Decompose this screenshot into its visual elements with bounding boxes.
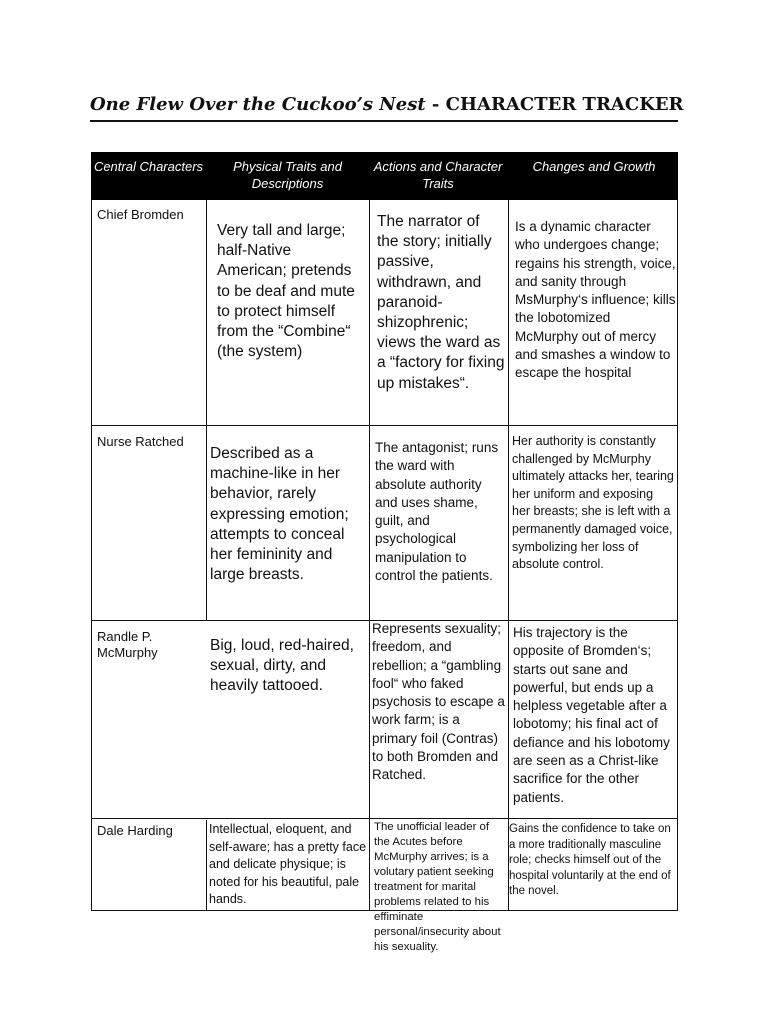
- document-title: [90, 92, 684, 118]
- character-name: Dale Harding: [97, 823, 173, 838]
- changes-growth-cell: Her authority is constantly challenged by McMurphy ultimately attacks her, tearing her uniform and exposing her breasts; she is left with a permanently damaged voice, symbolizing her loss of absolute control.: [512, 434, 674, 572]
- title-book-name: One Flew Over the Cuckoo’s Nest: [90, 94, 432, 115]
- table-border-left: [91, 200, 92, 910]
- physical-traits-cell: Very tall and large; half-Native American; pretends to be deaf and mute to protect himself from the “Combine“ (the system): [217, 222, 355, 361]
- column-divider: [508, 200, 509, 910]
- character-name: Randle P. McMurphy: [97, 629, 158, 660]
- column-divider: [206, 820, 207, 910]
- actions-traits-cell: The unofficial leader of the Acutes before McMurphy arrives; is a volutary patient seeking treatment for marital problems related to his effiminate personal/insecurity about his sexuality.: [374, 821, 501, 953]
- header-actions-traits: Actions and Character Traits: [373, 159, 503, 191]
- character-name: Nurse Ratched: [97, 434, 184, 449]
- header-physical-traits: Physical Traits and Descriptions: [233, 159, 342, 191]
- title-underline: [90, 120, 678, 122]
- physical-traits-cell: Described as a machine-like in her behavior, rarely expressing emotion; attempts to conceal her femininity and large breasts.: [210, 445, 349, 584]
- column-divider: [369, 200, 370, 910]
- actions-traits-cell: The narrator of the story; initially passive, withdrawn, and paranoid-shizophrenic; views the ward as a “factory for fixing up mistakes“.: [377, 213, 505, 392]
- title-tracker-label: - CHARACTER TRACKER: [431, 94, 684, 115]
- header-central-characters: Central Characters: [93, 159, 204, 174]
- changes-growth-cell: Gains the confidence to take on a more traditionally masculine role; checks himself out of the hospital voluntarily at the end of the novel.: [509, 823, 671, 897]
- actions-traits-cell: The antagonist; runs the ward with absolute authority and uses shame, guilt, and psychological manipulation to control the patients.: [375, 440, 499, 584]
- physical-traits-cell: Intellectual, eloquent, and self-aware; has a pretty face and delicate physique; is noted for his beautiful, pale hands.: [209, 822, 367, 907]
- actions-traits-cell: Represents sexuality; freedom, and rebellion; a “gambling fool“ who faked psychosis to escape a work farm; is a primary foil (Contras) to both Bromden and Ratched.: [372, 621, 505, 783]
- row-divider: [91, 818, 678, 819]
- changes-growth-cell: His trajectory is the opposite of Bromden‘s; starts out sane and powerful, but ends up a helpless vegetable after a lobotomy; his final act of defiance and his lobotomy are seen as a Christ-like sacrifice for the other patients.: [513, 625, 670, 805]
- physical-traits-cell: Big, loud, red-haired, sexual, dirty, and heavily tattooed.: [210, 637, 354, 695]
- column-divider: [206, 200, 207, 620]
- table-border-right: [677, 200, 678, 910]
- character-name: Chief Bromden: [97, 207, 184, 222]
- row-divider: [91, 425, 678, 426]
- header-changes-growth: Changes and Growth: [532, 159, 656, 174]
- changes-growth-cell: Is a dynamic character who undergoes change; regains his strength, voice, and sanity through MsMurphy‘s influence; kills the lobotomized McMurphy out of mercy and smashes a window to escape the hospital: [515, 219, 676, 381]
